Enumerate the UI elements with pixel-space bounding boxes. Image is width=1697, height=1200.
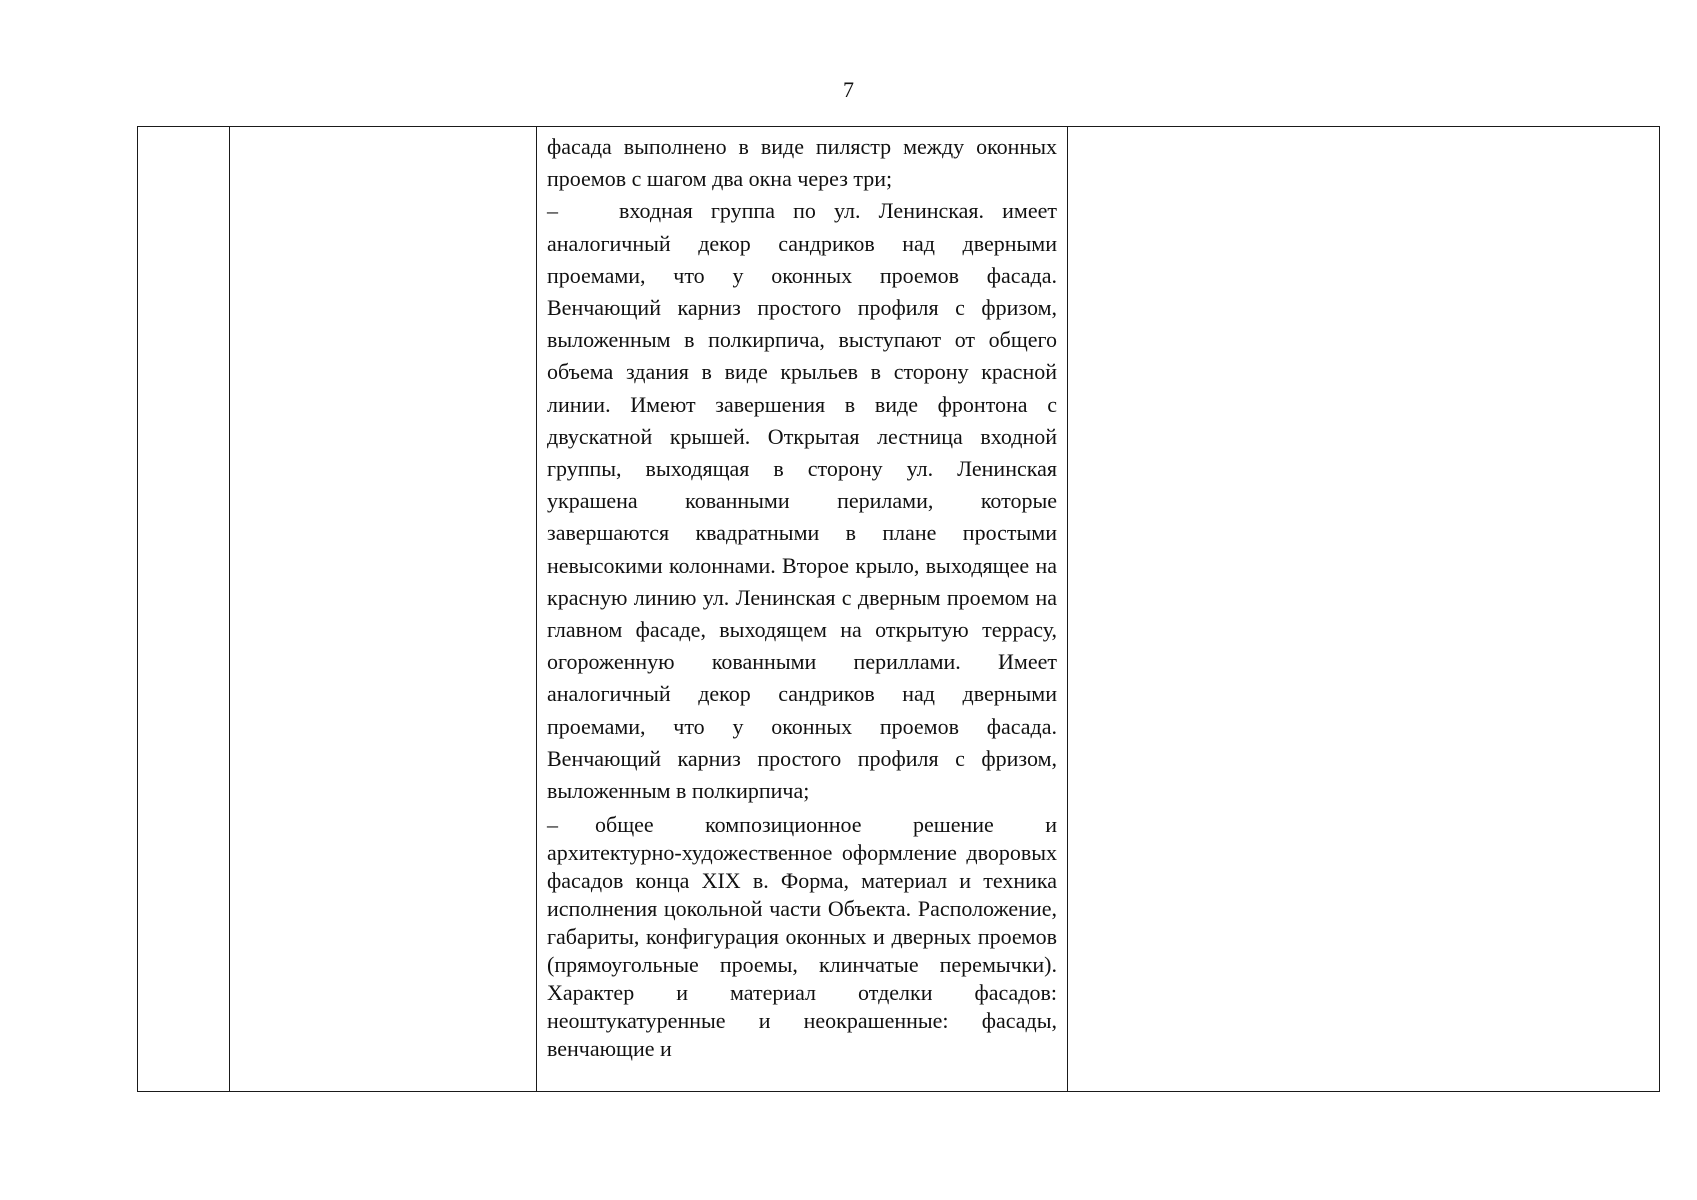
description-item-courtyard xyxy=(547,811,1057,1063)
list-dash: – xyxy=(547,812,558,838)
table-cell-notes xyxy=(1068,127,1659,1091)
description-item-entrance-text: входная группа по ул. Ленинская. имеет аналогичный декор сандриков над дверными проемами, что у оконных проемов фасада. Венчающий карниз простого профиля с фризом, выложенным в полкирпича, выступают от общего объема здания в виде крыльев в сторону красной линии. Имеют завершения в виде фронтона с двускатной крышей. Открытая лестница входной группы, выходящая в сторону ул. Ленинская украшена кованными перилами, которые завершаются квадратными в плане простыми невысокими колоннами. Второе крыло, выходящее на красную линию ул. Ленинская с дверным проемом на главном фасаде, выходящем на открытую террасу, огороженную кованными периллами. Имеет аналогичный декор сандриков над дверными проемами, что у оконных проемов фасада. Венчающий карниз простого профиля с фризом, выложенным в полкирпича; xyxy=(547,198,1057,804)
table-cell-description xyxy=(537,127,1068,1091)
table-cell-name xyxy=(230,127,537,1091)
document-table xyxy=(137,126,1660,1092)
description-continuation: фасада выполнено в виде пилястр между оконных проемов с шагом два окна через три; xyxy=(547,134,1057,192)
table-cell-number xyxy=(138,127,230,1091)
list-dash: – xyxy=(547,198,558,224)
description-item-courtyard-text: общее композиционное решение и архитектурно-художественное оформление дворовых фасадов конца XIX в. Форма, материал и техника исполнения цокольной части Объекта. Расположение, габариты, конфигурация оконных и дверных проемов (прямоугольные проемы, клинчатые перемычки). Характер и материал отделки фасадов: неоштукатуренные и неокрашенные: фасады, венчающие и xyxy=(547,812,1057,1062)
description-item-entrance xyxy=(547,195,1057,807)
page-number: 7 xyxy=(843,77,854,102)
description-text xyxy=(547,131,1057,1063)
